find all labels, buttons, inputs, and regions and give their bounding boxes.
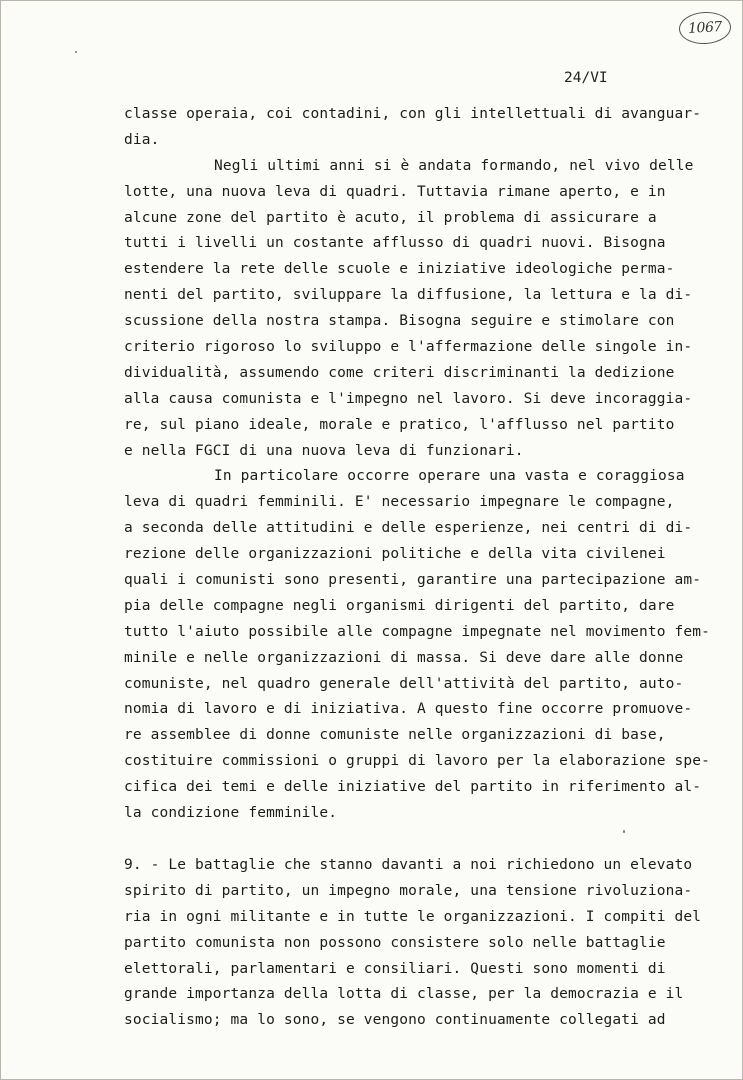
text-line: socialismo; ma lo sono, se vengono continuamente collegati ad xyxy=(124,1012,666,1029)
text-line: a seconda delle attitudini e delle esperienze, nei centri di di- xyxy=(124,520,693,537)
text-line: classe operaia, coi contadini, con gli intellettuali di avanguar- xyxy=(124,106,702,122)
text-line: alcune zone del partito è acuto, il problema di assicurare a xyxy=(124,209,657,226)
text-line: comuniste, nel quadro generale dell'attività del partito, auto- xyxy=(124,675,684,692)
text-line: pia delle compagne negli organismi dirigenti del partito, dare xyxy=(124,597,675,614)
text-line: leva di quadri femminili. E' necessario impegnare le compagne, xyxy=(124,494,675,511)
page-number: 24/VI xyxy=(564,70,608,86)
text-line: nomia di lavoro e di iniziativa. A questo fine occorre promuove- xyxy=(124,701,693,718)
text-line: criterio rigoroso lo sviluppo e l'affermazione delle singole in- xyxy=(124,339,693,356)
text-line: Negli ultimi anni si è andata formando, nel vivo delle xyxy=(214,157,694,174)
text-line: scussione della nostra stampa. Bisogna seguire e stimolare con xyxy=(124,313,675,330)
text-line: re assemblee di donne comuniste nelle organizzazioni di base, xyxy=(124,727,666,744)
body-text xyxy=(124,102,724,1034)
text-line: lotte, una nuova leva di quadri. Tuttavia rimane aperto, e in xyxy=(124,183,666,200)
text-line: spirito di partito, un impegno morale, una tensione rivoluziona- xyxy=(124,882,693,899)
text-line: alla causa comunista e l'impegno nel lavoro. Si deve incoraggia- xyxy=(124,390,693,407)
text-line: la condizione femminile. xyxy=(124,805,338,822)
paper-speck xyxy=(75,51,77,53)
text-line: re, sul piano ideale, morale e pratico, l'afflusso nel partito xyxy=(124,416,675,433)
text-line: nenti del partito, sviluppare la diffusione, la lettura e la di- xyxy=(124,287,693,304)
text-line: e nella FGCI di una nuova leva di funzionari. xyxy=(124,442,524,459)
text-line: tutti i livelli un costante afflusso di quadri nuovi. Bisogna xyxy=(124,235,666,252)
archive-stamp: 1067 xyxy=(678,11,732,46)
text-line: 9. - Le battaglie che stanno davanti a noi richiedono un elevato xyxy=(124,856,693,873)
text-line: tutto l'aiuto possibile alle compagne impegnate nel movimento fem- xyxy=(124,623,711,640)
text-line: rezione delle organizzazioni politiche e della vita civilenei xyxy=(124,546,666,563)
text-line: minile e nelle organizzazioni di massa. Si deve dare alle donne xyxy=(124,649,684,666)
text-line: quali i comunisti sono presenti, garantire una partecipazione am- xyxy=(124,572,702,589)
text-line: dividualità, assumendo come criteri discriminanti la dedizione xyxy=(124,364,675,381)
text-line: partito comunista non possono consistere solo nelle battaglie xyxy=(124,934,666,951)
paragraph-gap xyxy=(124,827,724,853)
text-line: costituire commissioni o gruppi di lavoro per la elaborazione spe- xyxy=(124,753,711,770)
text-line: elettorali, parlamentari e consiliari. Questi sono momenti di xyxy=(124,960,666,977)
text-line: cifica dei temi e delle iniziative del partito in riferimento al- xyxy=(124,779,702,796)
text-line: estendere la rete delle scuole e iniziative ideologiche perma- xyxy=(124,261,675,278)
text-line: dia. xyxy=(124,131,160,148)
text-line: In particolare occorre operare una vasta e coraggiosa xyxy=(214,468,685,485)
text-line: grande importanza della lotta di classe, per la democrazia e il xyxy=(124,986,684,1003)
text-line: ria in ogni militante e in tutte le organizzazioni. I compiti del xyxy=(124,908,702,925)
